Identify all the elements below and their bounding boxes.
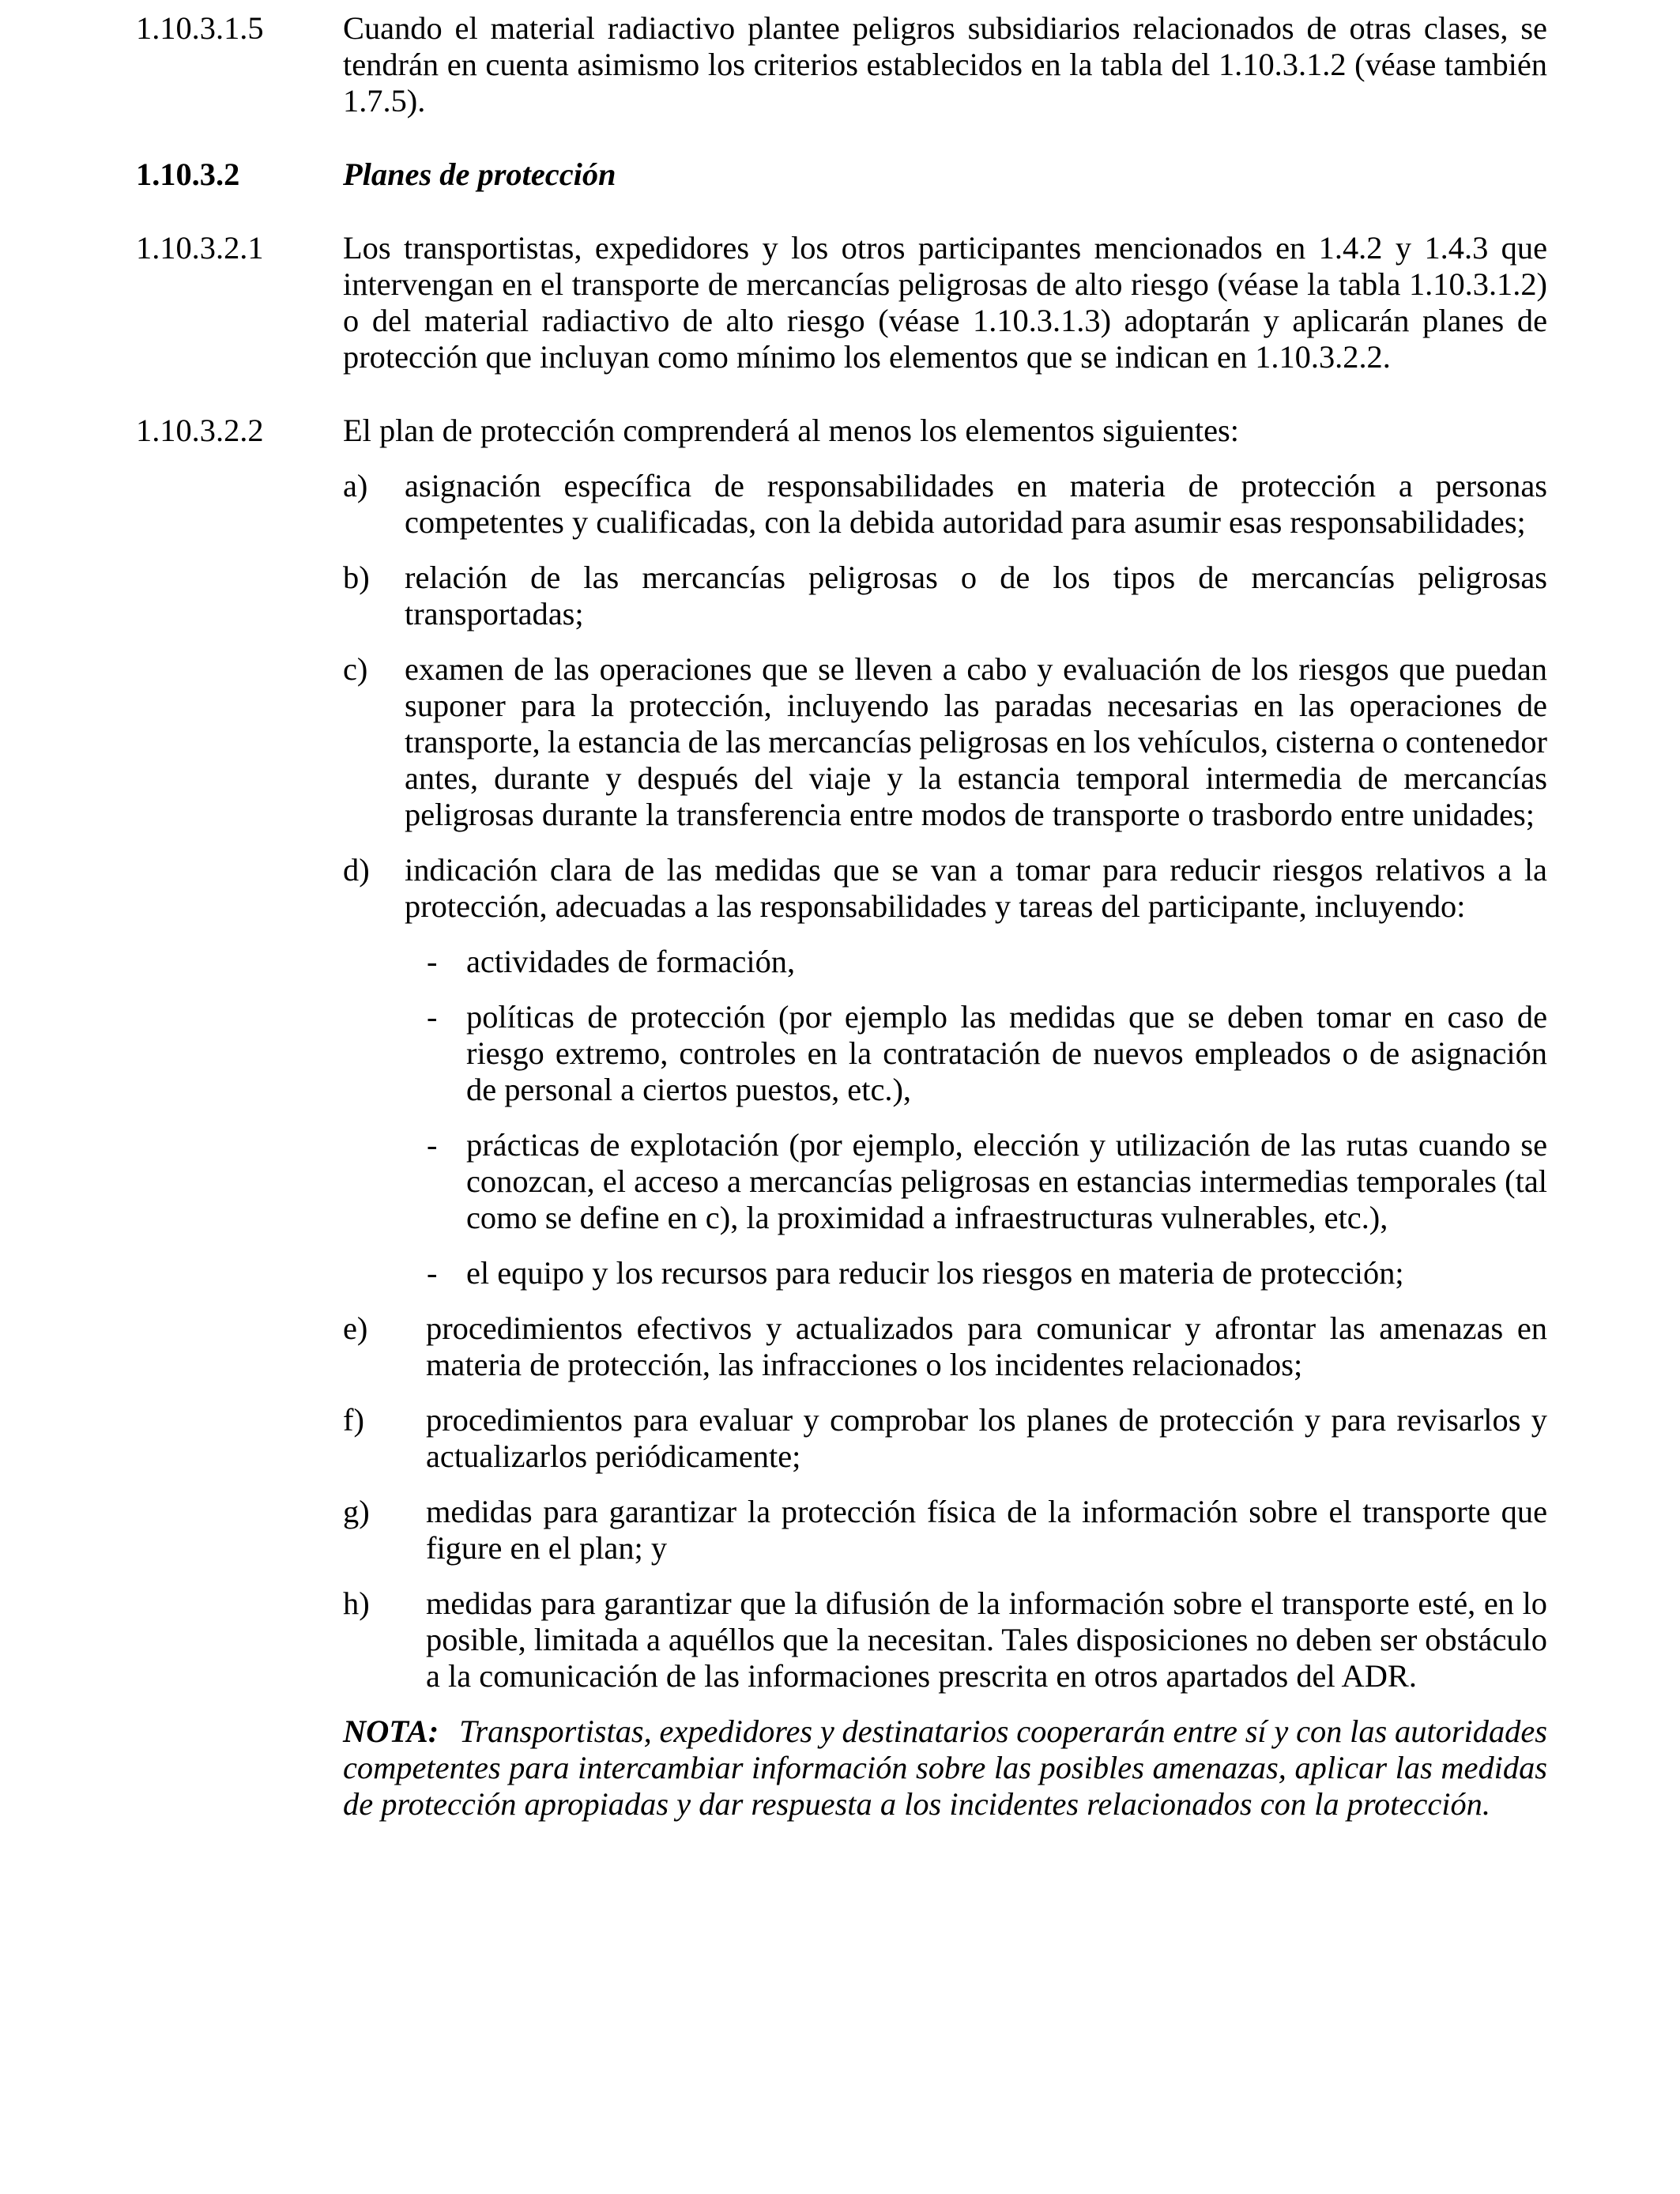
text-line: actividades de formación, xyxy=(466,944,796,979)
paragraph-number: 1.10.3.2.2 xyxy=(136,413,264,448)
paragraph-number: 1.10.3.1.5 xyxy=(136,10,264,46)
text-line: materia de protección, las infracciones o los incidentes relacionados; xyxy=(426,1347,1303,1382)
list-item-label: g) xyxy=(343,1494,370,1529)
text-line: de protección apropiadas y dar respuesta a los incidentes relacionados con la protección. xyxy=(343,1786,1490,1822)
list-item-text xyxy=(426,1494,1547,1566)
list-item-text xyxy=(405,651,1547,833)
paragraph-intro: El plan de protección comprenderá al menos los elementos siguientes: xyxy=(343,413,1239,448)
text-line: relación de las mercancías peligrosas o de los tipos de mercancías peligrosas xyxy=(405,560,1547,595)
sub-item-training xyxy=(427,944,1547,980)
text-line: tendrán en cuenta asimismo los criterios establecidos en la tabla del 1.10.3.1.2 (véase también xyxy=(343,47,1547,82)
paragraph-text xyxy=(343,413,1547,1823)
list-item-label: c) xyxy=(343,651,368,687)
text-line: examen de las operaciones que se lleven a cabo y evaluación de los riesgos que puedan xyxy=(405,651,1547,687)
list-item-g xyxy=(343,1494,1547,1566)
list-item-text xyxy=(426,1402,1547,1475)
text-line: indicación clara de las medidas que se van a tomar para reducir riesgos relativos a la xyxy=(405,852,1547,888)
text-line: 1.7.5). xyxy=(343,83,426,119)
list-item-e xyxy=(343,1310,1547,1383)
text-line: posible, limitada a aquéllos que la necesitan. Tales disposiciones no deben ser obstáculo xyxy=(426,1622,1547,1657)
paragraph-text xyxy=(343,230,1547,375)
sub-item-bullet: - xyxy=(427,1127,438,1163)
text-line: políticas de protección (por ejemplo las medidas que se deben tomar en caso de xyxy=(466,999,1547,1035)
text-line: como se define en c), la proximidad a infraestructuras vulnerables, etc.), xyxy=(466,1200,1388,1235)
text-line: procedimientos para evaluar y comprobar los planes de protección y para revisarlos y xyxy=(426,1402,1547,1438)
note-text: Transportistas, expedidores y destinatarios cooperarán entre sí y con las autoridades xyxy=(459,1713,1547,1749)
text-line: antes, durante y después del viaje y la estancia temporal intermedia de mercancías xyxy=(405,760,1547,796)
text-line: o del material radiactivo de alto riesgo (véase 1.10.3.1.3) adoptarán y aplicarán planes de xyxy=(343,303,1547,338)
text-line: peligrosas durante la transferencia entre modos de transporte o trasbordo entre unidades; xyxy=(405,797,1535,832)
section-heading-1-10-3-2 xyxy=(136,156,1547,193)
list-item-text xyxy=(405,468,1547,541)
paragraph-number: 1.10.3.2.1 xyxy=(136,230,264,266)
sub-item-bullet: - xyxy=(427,944,438,979)
list-item-text xyxy=(426,1585,1547,1695)
section-heading-body xyxy=(343,156,1547,193)
sub-item-bullet: - xyxy=(427,1255,438,1291)
list-item-text xyxy=(405,560,1547,632)
text-line: de personal a ciertos puestos, etc.), xyxy=(466,1072,912,1107)
list-item-label: f) xyxy=(343,1402,364,1438)
sub-item-policies xyxy=(427,999,1547,1108)
text-line: riesgo extremo, controles en la contratación de nuevos empleados o de asignación xyxy=(466,1035,1547,1071)
list-item-text xyxy=(426,1310,1547,1383)
note-label: NOTA: xyxy=(343,1713,439,1749)
list-item-f xyxy=(343,1402,1547,1475)
list-item-a xyxy=(343,468,1547,541)
text-line: actualizarlos periódicamente; xyxy=(426,1438,801,1474)
sub-item-text xyxy=(466,1255,1547,1291)
text-line: prácticas de explotación (por ejemplo, elección y utilización de las rutas cuando se xyxy=(466,1127,1547,1163)
document-body xyxy=(136,10,1547,1823)
list-item-b xyxy=(343,560,1547,632)
paragraph-text xyxy=(343,10,1547,119)
text-line: figure en el plan; y xyxy=(426,1530,668,1566)
text-line: intervengan en el transporte de mercancías peligrosas de alto riesgo (véase la tabla 1.10.3.1.2) xyxy=(343,266,1547,302)
list-item-label: h) xyxy=(343,1585,370,1621)
list-item-label: a) xyxy=(343,468,368,503)
paragraph-1-10-3-2-2 xyxy=(136,413,1547,1823)
text-line: medidas para garantizar que la difusión de la información sobre el transporte esté, en lo xyxy=(426,1585,1547,1621)
text-line: procedimientos efectivos y actualizados para comunicar y afrontar las amenazas en xyxy=(426,1310,1547,1346)
text-line: transporte, la estancia de las mercancías peligrosas en los vehículos, cisterna o contenedor xyxy=(405,724,1547,760)
text-line: competentes y cualificadas, con la debida autoridad para asumir esas responsabilidades; xyxy=(405,504,1526,540)
text-line: transportadas; xyxy=(405,596,584,631)
paragraph-1-10-3-2-1 xyxy=(136,230,1547,375)
text-line: protección, adecuadas a las responsabilidades y tareas del participante, incluyendo: xyxy=(405,888,1466,924)
sub-item-operating-practices xyxy=(427,1127,1547,1236)
list-item-h xyxy=(343,1585,1547,1695)
text-line: Los transportistas, expedidores y los otros participantes mencionados en 1.4.2 y 1.4.3 que xyxy=(343,230,1547,266)
text-line: asignación específica de responsabilidades en materia de protección a personas xyxy=(405,468,1547,503)
text-line: conozcan, el acceso a mercancías peligrosas en estancias intermedias temporales (tal xyxy=(466,1163,1547,1199)
list-item-label: d) xyxy=(343,852,370,888)
text-line: medidas para garantizar la protección física de la información sobre el transporte que xyxy=(426,1494,1547,1529)
list-item-c xyxy=(343,651,1547,833)
sub-item-text xyxy=(466,944,1547,980)
paragraph-1-10-3-1-5 xyxy=(136,10,1547,119)
note-block xyxy=(343,1713,1547,1823)
text-line: competentes para intercambiar información sobre las posibles amenazas, aplicar las medidas xyxy=(343,1750,1547,1785)
sub-item-bullet: - xyxy=(427,999,438,1035)
sub-item-text xyxy=(466,1127,1547,1236)
text-line: el equipo y los recursos para reducir los riesgos en materia de protección; xyxy=(466,1255,1404,1291)
section-heading-title: Planes de protección xyxy=(343,156,616,192)
list-item-label: b) xyxy=(343,560,370,595)
text-line: Cuando el material radiactivo plantee peligros subsidiarios relacionados de otras clases, se xyxy=(343,10,1547,46)
sub-item-text xyxy=(466,999,1547,1108)
list-item-d xyxy=(343,852,1547,1291)
text-line: a la comunicación de las informaciones prescrita en otros apartados del ADR. xyxy=(426,1658,1417,1694)
sub-item-equipment xyxy=(427,1255,1547,1291)
note-first-line xyxy=(343,1713,1547,1750)
list-item-label: e) xyxy=(343,1310,368,1346)
text-line: protección que incluyan como mínimo los elementos que se indican en 1.10.3.2.2. xyxy=(343,339,1391,375)
list-item-text xyxy=(405,852,1547,1291)
section-heading-number: 1.10.3.2 xyxy=(136,156,240,192)
text-line: suponer para la protección, incluyendo las paradas necesarias en las operaciones de xyxy=(405,688,1547,723)
